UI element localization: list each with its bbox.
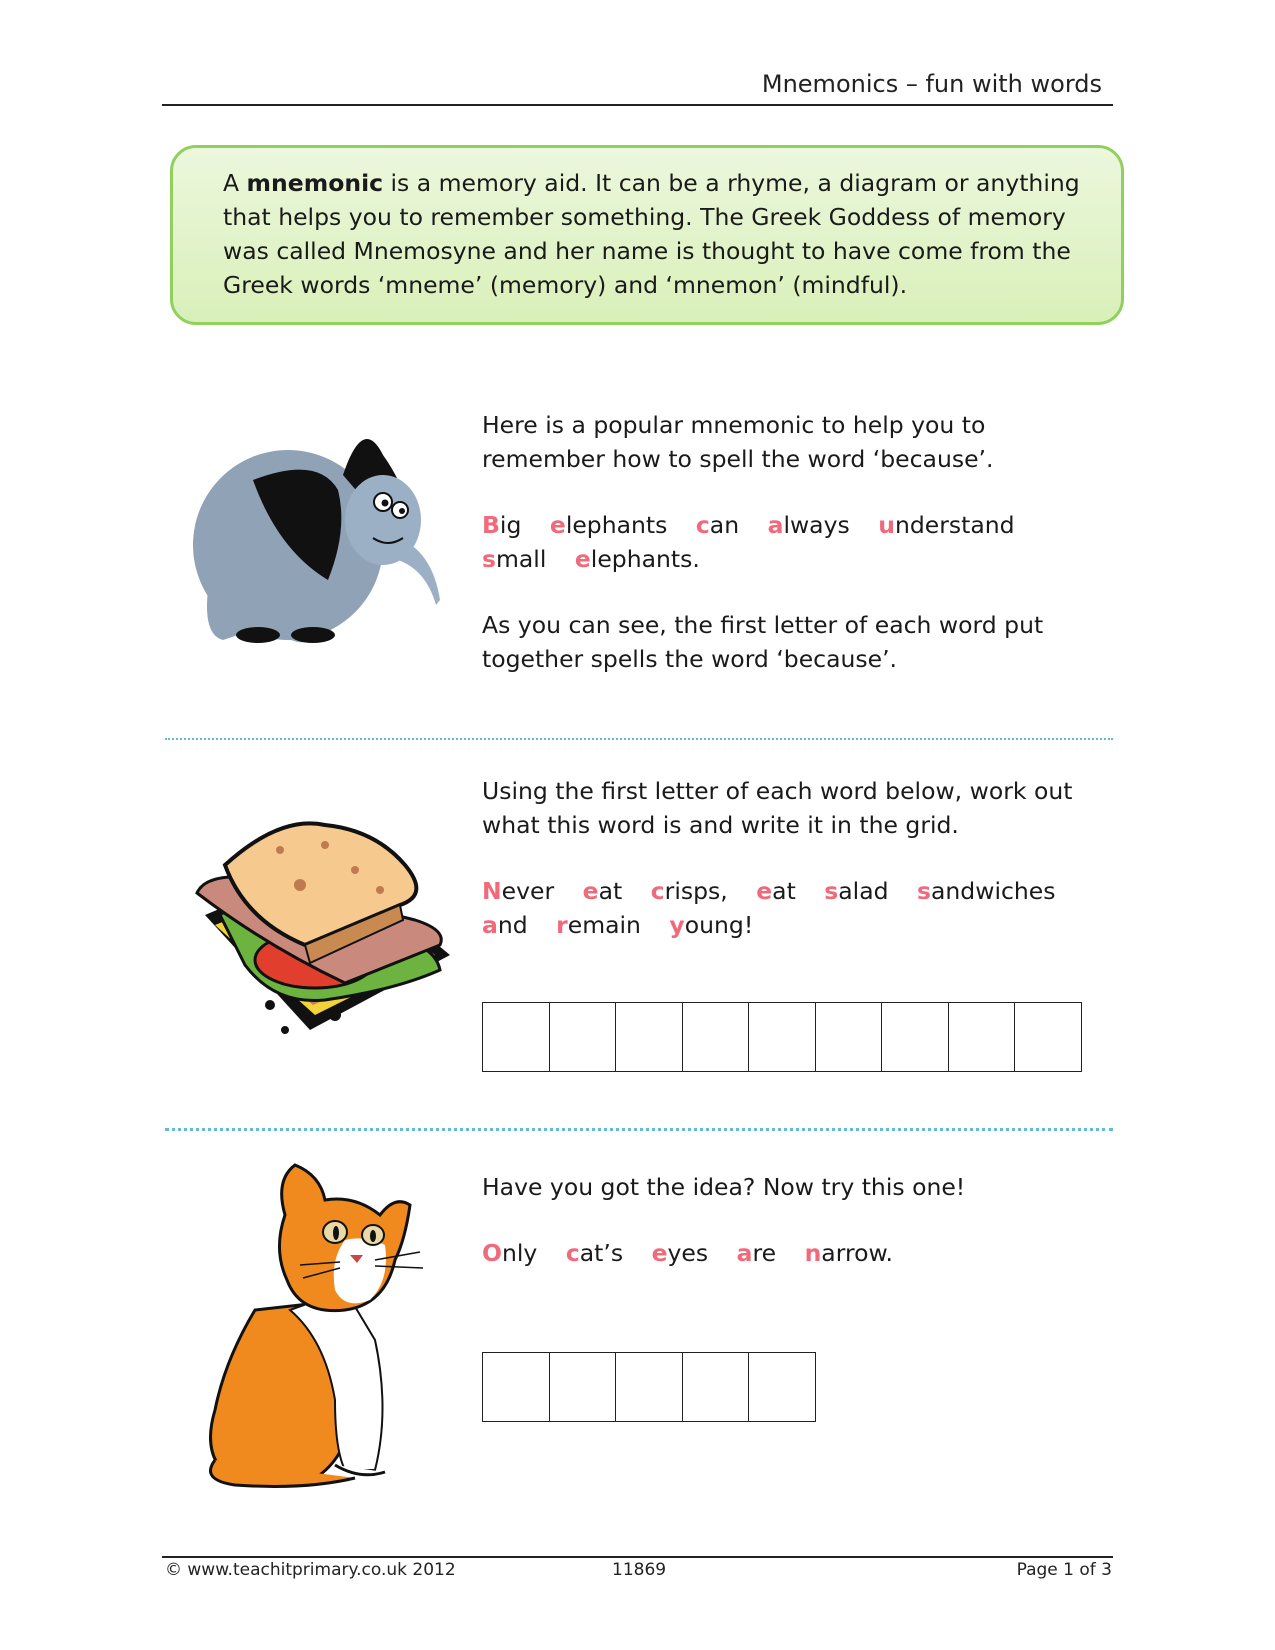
first-letter: y <box>669 911 685 939</box>
mnemonic-word <box>917 877 1055 905</box>
sandwich-icon <box>197 823 450 1034</box>
first-letter: c <box>565 1239 580 1267</box>
section1-mnemonic <box>482 508 1102 576</box>
first-letter: n <box>804 1239 822 1267</box>
first-letter: c <box>650 877 665 905</box>
word-rest: re <box>752 1239 777 1267</box>
word-rest: lephants. <box>590 545 700 573</box>
footer-rule <box>162 1556 1113 1558</box>
elephant-illustration <box>178 420 458 665</box>
first-letter: e <box>651 1239 668 1267</box>
section2-mnemonic <box>482 874 1122 942</box>
first-letter: s <box>917 877 932 905</box>
mnemonic-word <box>583 877 623 905</box>
intro-box <box>170 145 1124 325</box>
section3-mnemonic <box>482 1236 1082 1270</box>
word-rest: alad <box>838 877 889 905</box>
first-letter: c <box>695 511 710 539</box>
word-rest: ever <box>501 877 555 905</box>
footer-page-number: Page 1 of 3 <box>1016 1560 1112 1580</box>
first-letter: e <box>756 877 773 905</box>
grid-cell[interactable] <box>482 1352 550 1422</box>
grid-cell[interactable] <box>748 1352 816 1422</box>
cat-icon <box>211 1165 424 1486</box>
intro-prefix: A <box>223 169 247 197</box>
footer-code: 11869 <box>612 1560 667 1580</box>
grid-cell[interactable] <box>549 1002 617 1072</box>
first-letter: s <box>482 545 496 573</box>
word-rest: nderstand <box>894 511 1015 539</box>
grid-cell[interactable] <box>948 1002 1016 1072</box>
header-rule <box>162 104 1113 106</box>
mnemonic-word <box>482 545 546 573</box>
mnemonic-word <box>566 1239 623 1267</box>
section1-text <box>482 408 1102 676</box>
grid-cell[interactable] <box>815 1002 883 1072</box>
section2-text <box>482 774 1122 942</box>
section-divider <box>165 738 1113 740</box>
mnemonic-word <box>482 1239 537 1267</box>
grid-cell[interactable] <box>615 1002 683 1072</box>
word-rest: nly <box>501 1239 538 1267</box>
answer-grid-9 <box>482 1002 1082 1072</box>
first-letter: u <box>878 511 895 539</box>
word-rest: ig <box>499 511 522 539</box>
word-rest: emain <box>567 911 641 939</box>
first-letter: e <box>582 877 599 905</box>
mnemonic-word <box>878 511 1014 539</box>
word-rest: at’s <box>579 1239 624 1267</box>
mnemonic-word <box>737 1239 776 1267</box>
mnemonic-word <box>824 877 888 905</box>
footer-copyright: © www.teachitprimary.co.uk 2012 <box>165 1560 456 1580</box>
word-rest: lephants <box>565 511 668 539</box>
mnemonic-word <box>756 877 796 905</box>
mnemonic-word <box>550 511 668 539</box>
first-letter: a <box>767 511 784 539</box>
word-rest: nd <box>497 911 528 939</box>
grid-cell[interactable] <box>682 1002 750 1072</box>
word-rest: lways <box>783 511 850 539</box>
mnemonic-word <box>482 911 528 939</box>
section-divider <box>165 1128 1113 1131</box>
word-rest: arrow. <box>821 1239 894 1267</box>
grid-cell[interactable] <box>482 1002 550 1072</box>
mnemonic-word <box>805 1239 893 1267</box>
section1-intro: Here is a popular mnemonic to help you to remember how to spell the word ‘because’. <box>482 411 994 473</box>
mnemonic-word <box>482 511 521 539</box>
first-letter: r <box>556 911 568 939</box>
grid-cell[interactable] <box>682 1352 750 1422</box>
mnemonic-word <box>696 511 739 539</box>
mnemonic-word <box>651 877 728 905</box>
word-rest: an <box>709 511 740 539</box>
word-rest: at <box>772 877 796 905</box>
first-letter: N <box>482 877 502 905</box>
mnemonic-word <box>669 911 753 939</box>
elephant-icon <box>193 439 440 643</box>
grid-cell[interactable] <box>881 1002 949 1072</box>
grid-cell[interactable] <box>748 1002 816 1072</box>
answer-grid-5 <box>482 1352 816 1422</box>
section3-text <box>482 1170 1082 1270</box>
mnemonic-word <box>575 545 700 573</box>
word-rest: oung! <box>684 911 754 939</box>
sandwich-illustration <box>185 805 460 1060</box>
word-rest: yes <box>667 1239 709 1267</box>
word-rest: mall <box>496 545 547 573</box>
intro-paragraph <box>223 166 1081 302</box>
first-letter: O <box>482 1239 502 1267</box>
word-rest: andwiches <box>931 877 1056 905</box>
mnemonic-word <box>482 877 554 905</box>
intro-term: mnemonic <box>246 169 384 197</box>
page-header-title: Mnemonics – fun with words <box>761 70 1102 98</box>
first-letter: e <box>549 511 566 539</box>
section1-explanation: As you can see, the first letter of each word put together spells the word ‘because’. <box>482 611 1044 673</box>
section3-prompt: Have you got the idea? Now try this one! <box>482 1173 966 1201</box>
first-letter: B <box>482 511 500 539</box>
intro-rest: is a memory aid. It can be a rhyme, a diagram or anything that helps you to remember something. The Greek Goddess of memory was called Mnemosyne and her name is thought to have come from the Greek words ‘mneme’ (memory) and ‘mnemon’ (mindful). <box>223 169 1080 299</box>
word-rest: risps, <box>664 877 728 905</box>
word-rest: at <box>598 877 623 905</box>
first-letter: a <box>482 911 498 939</box>
mnemonic-word <box>556 911 641 939</box>
grid-cell[interactable] <box>549 1352 617 1422</box>
first-letter: a <box>736 1239 753 1267</box>
section2-instruction: Using the first letter of each word below, work out what this word is and write it in the grid. <box>482 777 1073 839</box>
mnemonic-word <box>652 1239 709 1267</box>
first-letter: e <box>574 545 591 573</box>
mnemonic-word <box>768 511 850 539</box>
cat-illustration <box>195 1160 440 1490</box>
grid-cell[interactable] <box>1014 1002 1082 1072</box>
first-letter: s <box>824 877 839 905</box>
grid-cell[interactable] <box>615 1352 683 1422</box>
